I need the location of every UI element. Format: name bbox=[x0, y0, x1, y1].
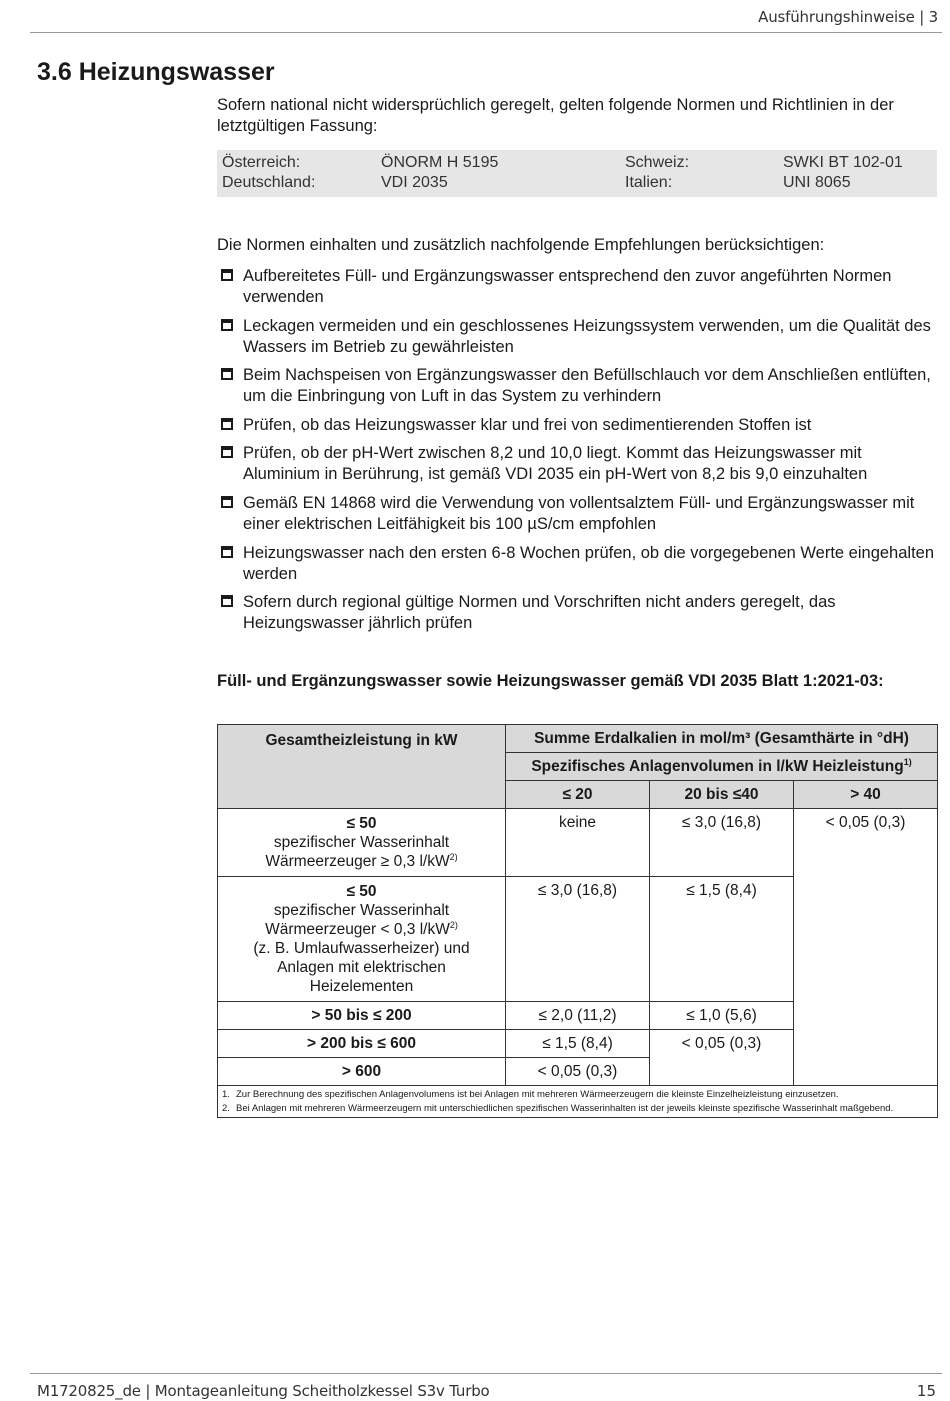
table-label-cell bbox=[218, 809, 506, 877]
table-footnotes bbox=[218, 1086, 938, 1118]
table-label-cell: > 600 bbox=[218, 1058, 506, 1086]
checkbox-icon bbox=[221, 368, 233, 380]
page-number: 15 bbox=[916, 1382, 936, 1400]
section-intro: Sofern national nicht widersprüchlich geregelt, gelten folgende Normen und Richtlinien in der letztgültigen Fassung: bbox=[217, 96, 894, 135]
norm-country: Deutschland: bbox=[222, 174, 316, 191]
norm-name: VDI 2035 bbox=[381, 174, 448, 191]
list-item bbox=[220, 592, 940, 634]
table-label-cell bbox=[218, 877, 506, 1002]
checkbox-icon bbox=[221, 446, 233, 458]
row-label-bold: ≤ 50 bbox=[346, 815, 377, 832]
checkbox-icon bbox=[221, 418, 233, 430]
table-cell: ≤ 1,5 (8,4) bbox=[650, 877, 794, 1002]
row-label-line: Heizelementen bbox=[309, 978, 414, 995]
footnote-ref: 2) bbox=[449, 851, 458, 862]
table-cell: ≤ 1,0 (5,6) bbox=[650, 1002, 794, 1030]
list-item-text: Sofern durch regional gültige Normen und Vorschriften nicht anders geregelt, das Heizungswasser jährlich prüfen bbox=[243, 593, 836, 633]
list-item-text: Prüfen, ob das Heizungswasser klar und frei von sedimentierenden Stoffen ist bbox=[243, 415, 812, 434]
table-row bbox=[218, 809, 938, 877]
footer-doc-id: M1720825_de | Montageanleitung Scheitholzkessel S3v Turbo bbox=[37, 1382, 490, 1400]
list-item-text: Prüfen, ob der pH-Wert zwischen 8,2 und 10,0 liegt. Kommt das Heizungswasser mit Aluminium in Berührung, ist gemäß VDI 2035 ein pH-Wert von 8,2 bis 9,0 einzuhalten bbox=[243, 444, 868, 484]
footnote-ref: 1) bbox=[903, 756, 912, 767]
checkbox-icon bbox=[221, 595, 233, 607]
vdi-table bbox=[217, 724, 938, 1118]
row-label-line: Wärmeerzeuger < 0,3 $l/kW^{2)}$ bbox=[265, 919, 458, 938]
footer-divider bbox=[30, 1373, 942, 1374]
header-text: Ausführungshinweise | 3 bbox=[758, 8, 938, 26]
checkbox-icon bbox=[221, 319, 233, 331]
row-label-line: (z. B. Umlaufwasserheizer) und bbox=[253, 940, 470, 957]
recommendations-intro: Die Normen einhalten und zusätzlich nachfolgende Empfehlungen berücksichtigen: bbox=[217, 236, 825, 254]
table-header-cell bbox=[506, 753, 938, 781]
checkbox-icon bbox=[221, 546, 233, 558]
list-item-text: Leckagen vermeiden und ein geschlossenes Heizungssystem verwenden, um die Qualität des Wassers im Betrieb zu gewährleisten bbox=[243, 316, 931, 356]
row-label-bold: ≤ 50 bbox=[346, 883, 377, 900]
list-item bbox=[220, 443, 940, 485]
table-label-cell: > 200 bis ≤ 600 bbox=[218, 1030, 506, 1058]
row-label-line: spezifischer Wasserinhalt bbox=[273, 834, 450, 851]
list-item-text: Beim Nachspeisen von Ergänzungswasser den Befüllschlauch vor dem Anschließen entlüften, um die Einbringung von Luft in das System zu verhindern bbox=[243, 366, 931, 406]
table-cell: ≤ 1,5 (8,4) bbox=[506, 1030, 650, 1058]
footnote-ref: 2) bbox=[449, 919, 458, 930]
volume-header-text: Spezifisches Anlagenvolumen in l/kW Heizleistung bbox=[531, 758, 904, 775]
footnote: 1. Zur Berechnung des spezifischen Anlagenvolumens ist bei Anlagen mit mehreren Wärmeerzeugern die kleinste Einzelheizleistung einzusetzen. bbox=[222, 1089, 839, 1100]
list-item bbox=[220, 266, 940, 308]
list-item-text: Heizungswasser nach den ersten 6-8 Wochen prüfen, ob die vorgegebenen Werte eingehalten werden bbox=[243, 543, 935, 583]
table-cell: < 0,05 (0,3) bbox=[506, 1058, 650, 1086]
section-title: 3.6 Heizungswasser bbox=[37, 58, 275, 86]
list-item bbox=[220, 365, 940, 407]
table-footnotes-row bbox=[218, 1086, 938, 1118]
list-item bbox=[220, 415, 940, 436]
row-label-line: spezifischer Wasserinhalt bbox=[273, 902, 450, 919]
recommendations-list bbox=[220, 266, 940, 642]
list-item-text: Aufbereitetes Füll- und Ergänzungswasser entsprechend den zuvor angeführten Normen verwenden bbox=[243, 267, 892, 306]
norms-row bbox=[217, 174, 937, 194]
table-cell: < 0,05 (0,3) bbox=[650, 1030, 794, 1086]
checkbox-icon bbox=[221, 496, 233, 508]
norm-name: UNI 8065 bbox=[783, 174, 851, 191]
table-subheader-cell: > 40 bbox=[794, 781, 938, 809]
norms-row bbox=[217, 154, 937, 174]
row-label-line: Wärmeerzeuger ≥ 0,3 $l/kW^{2)}$ bbox=[265, 851, 458, 870]
checkbox-icon bbox=[221, 269, 233, 281]
header-divider bbox=[30, 32, 942, 33]
list-item bbox=[220, 316, 940, 358]
norm-name: ÖNORM H 5195 bbox=[381, 154, 499, 171]
table-label-cell: > 50 bis ≤ 200 bbox=[218, 1002, 506, 1030]
norm-country: Italien: bbox=[625, 174, 673, 191]
table-header-cell: Gesamtheizleistung in kW bbox=[218, 725, 506, 809]
row-label-line: Anlagen mit elektrischen bbox=[277, 959, 446, 976]
norms-box bbox=[217, 150, 937, 197]
table-subheader-cell: ≤ 20 bbox=[506, 781, 650, 809]
norm-country: Österreich: bbox=[222, 154, 301, 171]
list-item bbox=[220, 493, 940, 535]
table-subheader-cell: 20 bis ≤40 bbox=[650, 781, 794, 809]
norm-name: SWKI BT 102-01 bbox=[783, 154, 903, 171]
table-cell: ≤ 3,0 (16,8) bbox=[650, 809, 794, 877]
list-item bbox=[220, 543, 940, 585]
table-cell: ≤ 3,0 (16,8) bbox=[506, 877, 650, 1002]
table-header-cell: Summe Erdalkalien in mol/m³ (Gesamthärte in °dH) bbox=[506, 725, 938, 753]
page-header bbox=[0, 0, 950, 34]
table-heading: Füll- und Ergänzungswasser sowie Heizungswasser gemäß VDI 2035 Blatt 1:2021-03: bbox=[217, 672, 884, 690]
table-cell: < 0,05 (0,3) bbox=[794, 809, 938, 1086]
list-item-text: Gemäß EN 14868 wird die Verwendung von vollentsalztem Füll- und Ergänzungswasser mit einer elektrischen Leitfähigkeit bis 100 µS/cm empfohlen bbox=[243, 493, 915, 533]
table-cell: ≤ 2,0 (11,2) bbox=[506, 1002, 650, 1030]
footnote: 2. Bei Anlagen mit mehreren Wärmeerzeugern mit unterschiedlichen spezifischen Wasserinhalten ist der jeweils kleinste spezifische Wasserinhalt maßgebend. bbox=[222, 1103, 894, 1114]
table-cell: keine bbox=[506, 809, 650, 877]
norm-country: Schweiz: bbox=[625, 154, 690, 171]
